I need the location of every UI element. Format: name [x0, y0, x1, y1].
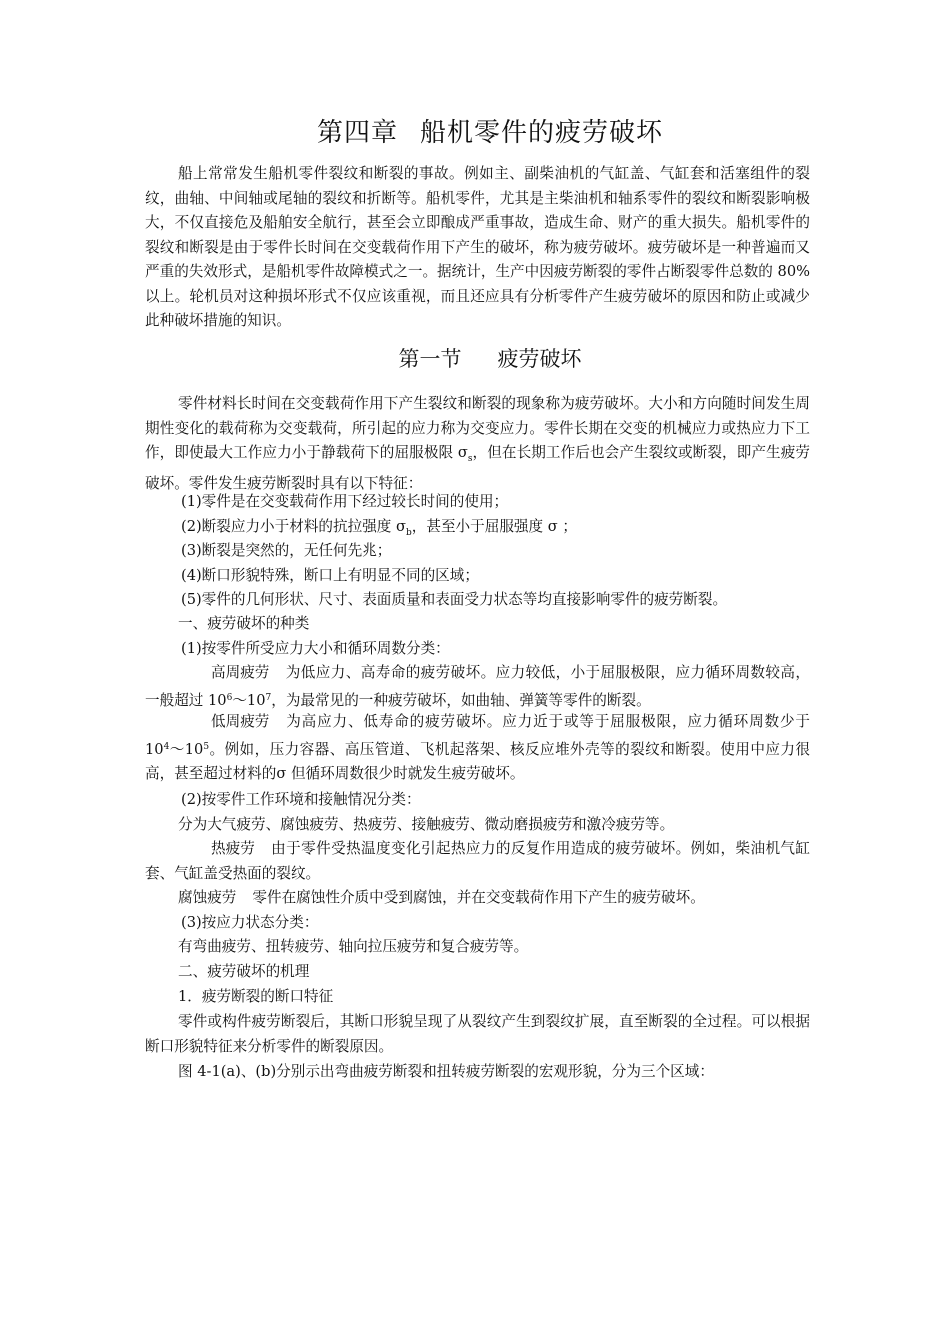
chapter-title	[145, 112, 835, 149]
classification-1: (1)按零件所受应力大小和循环周数分类：	[181, 640, 450, 657]
section-title	[145, 343, 835, 373]
classification-2-list: 分为大气疲劳、腐蚀疲劳、热疲劳、接触疲劳、微动磨损疲劳和激冷疲劳等。	[178, 816, 675, 833]
high-cycle-paragraph: 高周疲劳 为低应力、高寿命的疲劳破坏。应力较低，小于屈服极限，应力循环周数较高，一般超过 $10^6\sim 10^7$，为最常见的一种疲劳破坏，如曲轴、弹簧等零件的断裂。	[145, 661, 810, 713]
intro-paragraph: 船上常常发生船机零件裂纹和断裂的事故。例如主、副柴油机的气缸盖、气缸套和活塞组件的裂纹，曲轴、中间轴或尾轴的裂纹和折断等。船机零件，尤其是主柴油机和轴系零件的裂纹和断裂影响极大，不仅直接危及船舶安全航行，甚至会立即酿成严重事故，造成生命、财产的重大损失。船机零件的裂纹和断裂是由于零件长时间在交变载荷作用下产生的破坏，称为疲劳破坏。疲劳破坏是一种普遍而又严重的失效形式，是船机零件故障模式之一。据统计，生产中因疲劳断裂的零件占断裂零件总数的 80% 以上。轮机员对这种损坏形式不仅应该重视，而且还应具有分析零件产生疲劳破坏的原因和防止或减少此种破坏措施的知识。	[145, 165, 810, 329]
feature-2: (2)断裂应力小于材料的抗拉强度 $\sigma_b$，甚至小于屈服强度 σ ；	[181, 518, 577, 538]
low-cycle-paragraph: 低周疲劳 为高应力、低寿命的疲劳破坏。应力近于或等于屈服极限，应力循环周数少于 $10^4\sim 10^5$。例如，压力容器、高压管道、飞机起落架、核反应堆外壳等的裂纹和断裂。使用中应力很高，甚至超过材料的σ 但循环周数很少时就发生疲劳破坏。	[145, 710, 810, 787]
classification-2: (2)按零件工作环境和接触情况分类：	[181, 791, 421, 808]
feature-1: (1)零件是在交变载荷作用下经过较长时间的使用；	[181, 493, 509, 510]
classification-3-list: 有弯曲疲劳、扭转疲劳、轴向拉压疲劳和复合疲劳等。	[178, 938, 529, 955]
subheading-fracture: 1．疲劳断裂的断口特征	[178, 988, 334, 1005]
fracture-paragraph: 零件或构件疲劳断裂后，其断口形貌呈现了从裂纹产生到裂纹扩展，直至断裂的全过程。可以根据断口形貌特征来分析零件的断裂原因。	[145, 1013, 810, 1055]
definition-paragraph: 零件材料长时间在交变载荷作用下产生裂纹和断裂的现象称为疲劳破坏。大小和方向随时间发生周期性变化的载荷称为交变载荷，所引起的应力称为交变应力。零件长期在交变的机械应力或热应力下工作，即使最大工作应力小于静载荷下的屈服极限 $\sigma_s$，但在长期工作后也会产生裂纹或断裂，即产生疲劳破坏。零件发生疲劳断裂时具有以下特征：	[145, 395, 810, 492]
term-high-cycle: 高周疲劳	[211, 664, 270, 681]
term-thermal: 热疲劳	[211, 840, 255, 857]
section-name: 疲劳破坏	[497, 347, 582, 371]
term-low-cycle: 低周疲劳	[211, 713, 270, 730]
heading-types: 一、疲劳破坏的种类	[178, 615, 310, 632]
chapter-number: 第四章	[316, 118, 398, 148]
feature-3: (3)断裂是突然的，无任何先兆；	[181, 542, 392, 559]
heading-mechanism: 二、疲劳破坏的机理	[178, 963, 310, 980]
feature-4: (4)断口形貌特殊，断口上有明显不同的区域；	[181, 567, 479, 584]
section-number: 第一节	[398, 347, 462, 371]
chapter-name: 船机零件的疲劳破坏	[420, 118, 664, 148]
feature-5: (5)零件的几何形状、尺寸、表面质量和表面受力状态等均直接影响零件的疲劳断裂。	[181, 591, 728, 608]
corrosion-fatigue-paragraph: 腐蚀疲劳 零件在腐蚀性介质中受到腐蚀，并在交变载荷作用下产生的疲劳破坏。	[178, 886, 705, 911]
term-corrosion: 腐蚀疲劳	[178, 889, 237, 906]
thermal-fatigue-paragraph: 热疲劳 由于零件受热温度变化引起热应力的反复作用造成的疲劳破坏。例如，柴油机气缸套、气缸盖受热面的裂纹。	[145, 837, 810, 886]
classification-3: (3)按应力状态分类：	[181, 914, 319, 931]
figure-reference: 图 4-1(a)、(b)分别示出弯曲疲劳断裂和扭转疲劳断裂的宏观形貌，分为三个区域：	[178, 1063, 714, 1080]
